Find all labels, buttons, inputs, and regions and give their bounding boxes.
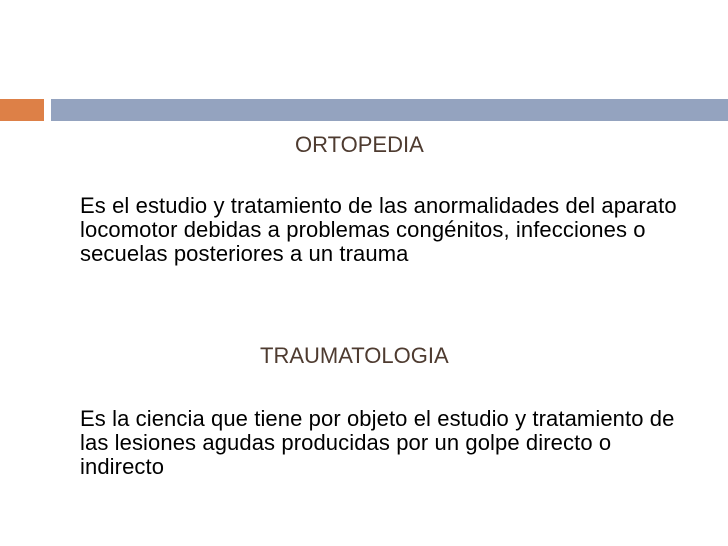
- paragraph-ortopedia: Es el estudio y tratamiento de las anormalidades del aparato locomotor debidas a problemas congénitos, infecciones o secuelas posteriores a un trauma: [80, 193, 677, 266]
- title-rule-bar: [51, 99, 728, 121]
- accent-bar: [0, 99, 44, 121]
- heading-traumatologia: TRAUMATOLOGIA: [260, 343, 449, 368]
- paragraph-traumatologia: Es la ciencia que tiene por objeto el estudio y tratamiento de las lesiones agudas producidas por un golpe directo o indirecto: [80, 406, 675, 479]
- heading-ortopedia: ORTOPEDIA: [295, 132, 424, 157]
